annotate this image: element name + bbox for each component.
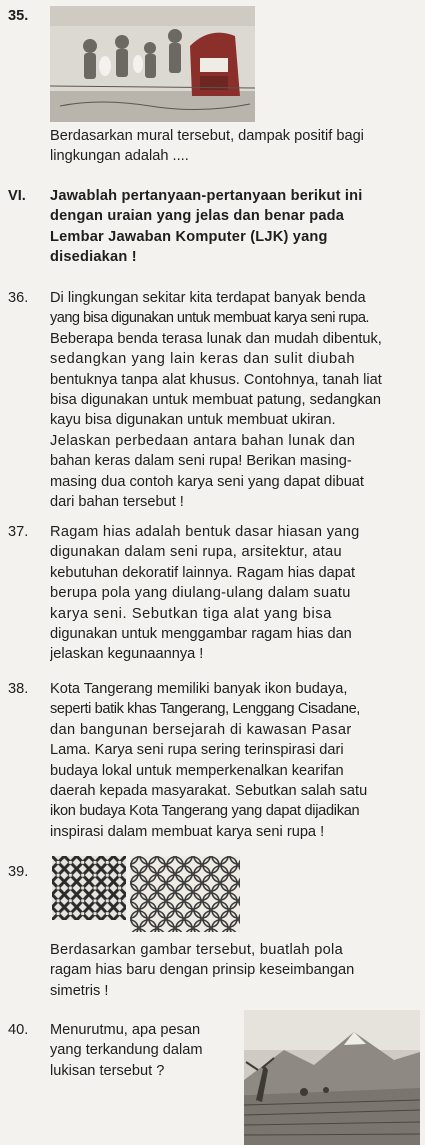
q36-line-10: masing dua contoh karya seni yang dapat dibuat bbox=[50, 473, 364, 490]
q37-line-1: Ragam hias adalah bentuk dasar hiasan yang bbox=[50, 524, 360, 540]
q37-line-5: karya seni. Sebutkan tiga alat yang bisa bbox=[50, 605, 332, 622]
q38-line-8: inspirasi dalam membuat karya seni rupa ! bbox=[50, 823, 325, 840]
circle-pattern-motif bbox=[130, 856, 240, 932]
q35-line-1: Berdasarkan mural tersebut, dampak positif bagi bbox=[50, 128, 364, 144]
q37-line-7: jelaskan kegunaannya ! bbox=[50, 646, 204, 663]
q37-line-2: digunakan dalam seni rupa, arsitektur, atau bbox=[50, 544, 342, 561]
q39-line-2: ragam hias baru dengan prinsip keseimbangan bbox=[50, 962, 355, 979]
q38-line-5: budaya lokal untuk memperkenalkan kearifan bbox=[50, 762, 344, 779]
q39-line-1: Berdasarkan gambar tersebut, buatlah pola bbox=[50, 942, 344, 958]
question-number-40: 40. bbox=[8, 1022, 29, 1038]
q37-line-3: kebutuhan dekoratif lainnya. Ragam hias dapat bbox=[50, 564, 356, 581]
q38-line-2: seperti batik khas Tangerang, Lenggang Cisadane, bbox=[50, 701, 360, 718]
section6-line-4: disediakan ! bbox=[50, 249, 137, 266]
q37-line-4: berupa pola yang diulang-ulang dalam suatu bbox=[50, 585, 351, 602]
pattern-image-1 bbox=[52, 856, 126, 920]
section6-line-1: Jawablah pertanyaan-pertanyaan berikut ini bbox=[50, 188, 363, 204]
q38-line-4: Lama. Karya seni rupa sering terinspirasi dari bbox=[50, 742, 344, 759]
pattern-image-2 bbox=[130, 856, 240, 932]
landscape-painting-image bbox=[244, 1010, 420, 1145]
section6-line-2: dengan uraian yang jelas dan benar pada bbox=[50, 208, 345, 225]
q36-line-4: sedangkan yang lain keras dan sulit diubah bbox=[50, 351, 356, 368]
question-number-39: 39. bbox=[8, 864, 29, 880]
q40-line-3: lukisan tersebut ? bbox=[50, 1062, 165, 1079]
q36-line-9: bahan keras dalam seni rupa! Berikan masing- bbox=[50, 453, 352, 470]
section-number-vi: VI. bbox=[8, 188, 26, 204]
q38-line-3: dan bangunan bersejarah di kawasan Pasar bbox=[50, 721, 352, 738]
question-number-37: 37. bbox=[8, 524, 29, 540]
q36-line-1: Di lingkungan sekitar kita terdapat banyak benda bbox=[50, 290, 366, 306]
question-number-36: 36. bbox=[8, 290, 29, 306]
q36-line-3: Beberapa benda terasa lunak dan mudah dibentuk, bbox=[50, 330, 382, 347]
q36-line-8: Jelaskan perbedaan antara bahan lunak dan bbox=[50, 432, 356, 449]
section6-line-3: Lembar Jawaban Komputer (LJK) yang bbox=[50, 228, 328, 245]
mountain-landscape-illustration bbox=[244, 1010, 420, 1145]
q40-line-1: Menurutmu, apa pesan bbox=[50, 1022, 201, 1038]
q40-line-2: yang terkandung dalam bbox=[50, 1042, 203, 1059]
question-number-35: 35. bbox=[8, 8, 29, 24]
mural-illustration bbox=[50, 6, 255, 122]
q36-line-7: kayu bisa digunakan untuk membuat ukiran. bbox=[50, 412, 336, 429]
x-pattern-motif bbox=[52, 856, 126, 920]
q36-line-11: dari bahan tersebut ! bbox=[50, 494, 184, 511]
q37-line-6: digunakan untuk menggambar ragam hias dan bbox=[50, 626, 352, 643]
q39-line-3: simetris ! bbox=[50, 982, 109, 999]
q38-line-6: daerah kepada masyarakat. Sebutkan salah satu bbox=[50, 783, 368, 800]
mural-image bbox=[50, 6, 255, 122]
q38-line-7: ikon budaya Kota Tangerang yang dapat dijadikan bbox=[50, 803, 360, 820]
question-number-38: 38. bbox=[8, 681, 29, 697]
q36-line-2: yang bisa digunakan untuk membuat karya seni rupa. bbox=[50, 310, 369, 327]
q36-line-5: bentuknya tanpa alat khusus. Contohnya, tanah liat bbox=[50, 371, 382, 388]
q38-line-1: Kota Tangerang memiliki banyak ikon budaya, bbox=[50, 681, 348, 697]
q36-line-6: bisa digunakan untuk membuat patung, sedangkan bbox=[50, 392, 382, 409]
q35-line-2: lingkungan adalah .... bbox=[50, 148, 189, 165]
